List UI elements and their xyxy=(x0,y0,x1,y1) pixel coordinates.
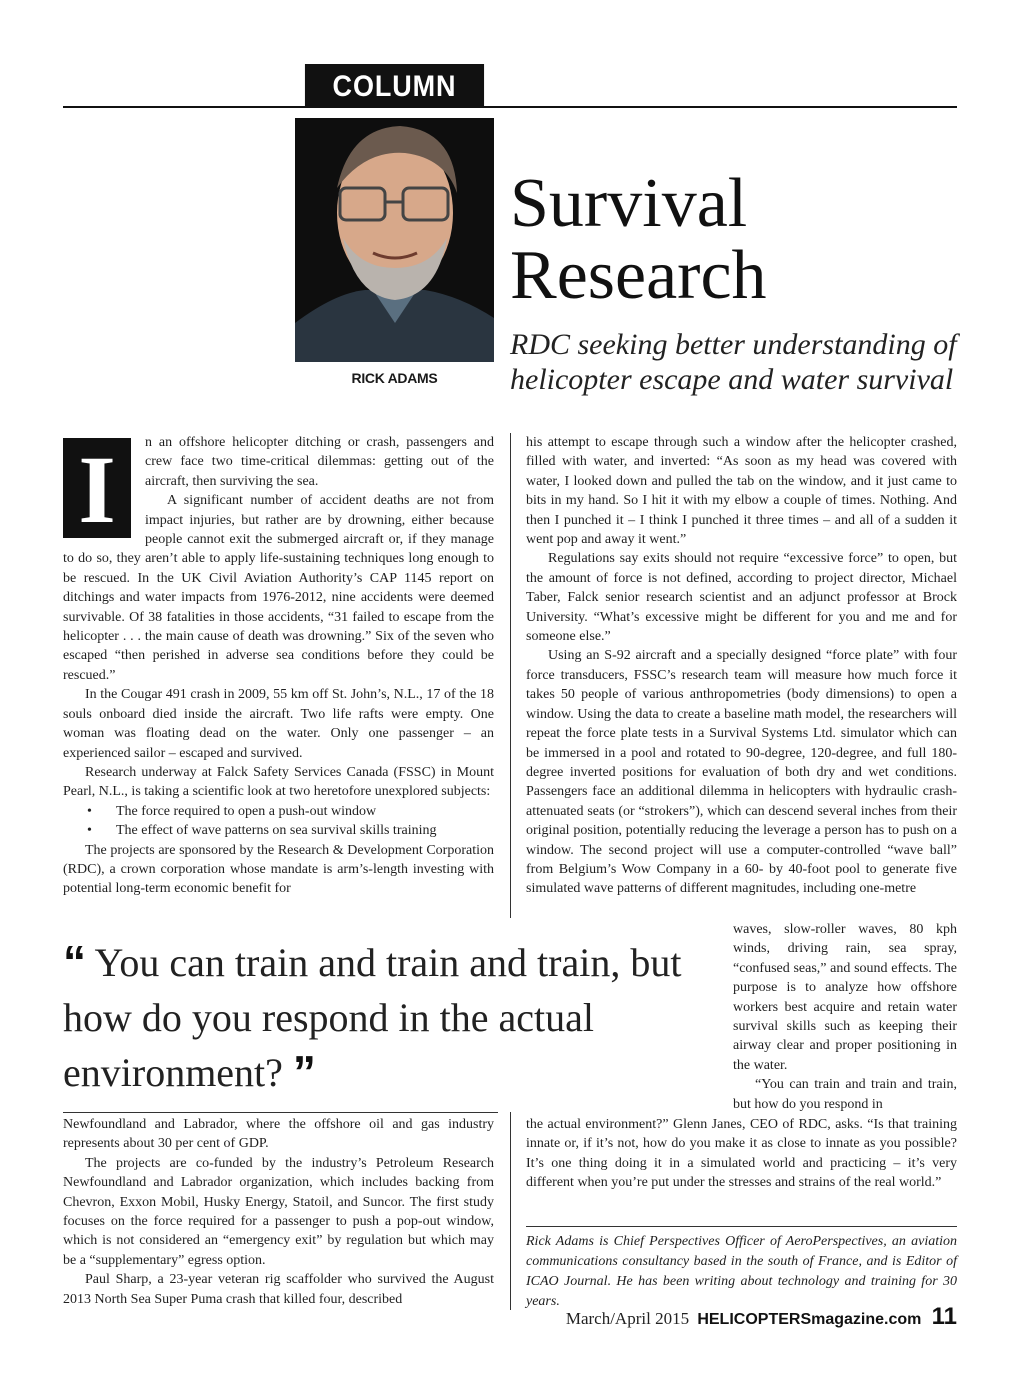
paragraph: his attempt to escape through such a window after the helicopter crashed, filled with water, and inverted: “As soon as my head was covered with water, I looked down and pulled the tab on the window, and it just came to bits in my hand. So I hit it with my elbow a couple of times. Nothing. And then I punched it – I think I punched it three times – and all of a sudden it went pop and away it went.” xyxy=(526,435,957,548)
deck-line: helicopter escape and water survival xyxy=(510,363,954,396)
title-line: Survival xyxy=(510,165,748,242)
column-right-wrap xyxy=(733,920,957,1114)
paragraph: Newfoundland and Labrador, where the offshore oil and gas industry represents about 30 per cent of GDP. xyxy=(63,1117,494,1152)
close-quote-icon: ” xyxy=(292,1046,316,1098)
column-left-bottom xyxy=(63,1115,494,1309)
column-divider xyxy=(510,1112,511,1310)
pull-quote-text: You can train and train and train, but how do you respond in the actual environment? xyxy=(63,940,682,1095)
column-right-top xyxy=(526,433,957,899)
paragraph: In the Cougar 491 crash in 2009, 55 km off St. John’s, N.L., 17 of the 18 souls onboard died inside the aircraft. Two life rafts were empty. One woman was floating dead on the water. Only one passenger – an experienced sailor – escaped and survived. xyxy=(63,687,494,761)
paragraph: Research underway at Falck Safety Services Canada (FSSC) in Mount Pearl, N.L., is taking a scientific look at two heretofore unexplored subjects: xyxy=(63,764,494,800)
section-rule xyxy=(63,1112,498,1113)
paragraph: Using an S-92 aircraft and a specially designed “force plate” with four force transducers, FSSC’s research team will measure how much force it takes 50 people of various anthropometries (body dimensions) to open a window. Using the data to create a baseline math model, the researchers will repeat the force plate tests in a Survival Systems Ltd. simulator which can be immersed in a pool and rotated to 90-degree, 120-degree, and full 180-degree inverted positions for evaluation of both dry and wet conditions. Passengers face an additional dilemma in helicopters with hydraulic crash-attenuated seats (or “strokers”), which can descend several inches from their original position, potentially reducing the leverage a person has to push on a window. The second project will use a computer-controlled “wave ball” from Belgium’s Wow Company in a 60- by 40-foot pool to generate five simulated wave patterns of different magnitudes, including one-metre xyxy=(526,648,957,897)
page-number: 11 xyxy=(931,1303,957,1330)
bio-rule xyxy=(526,1226,957,1227)
deck-line: RDC seeking better understanding of xyxy=(510,328,957,361)
paragraph: waves, slow-roller waves, 80 kph winds, driving rain, sea spray, “confused seas,” and sound effects. The purpose is to analyze how offshore workers best acquire and retain water survival skills such as keeping their airway clear and proper positioning in the water. xyxy=(733,922,957,1073)
page-footer xyxy=(566,1303,957,1331)
issue-date: March/April 2015 xyxy=(565,1309,690,1328)
section-label: COLUMN xyxy=(305,64,484,107)
paragraph: Paul Sharp, a 23-year veteran rig scaffolder who survived the August 2013 North Sea Super Puma crash that killed four, described xyxy=(63,1272,494,1307)
pull-quote xyxy=(63,935,723,1100)
paragraph: A significant number of accident deaths are not from impact injuries, but rather are by drowning, either because people cannot exit the submerged aircraft or, if they manage to do so, they aren’t able to apply life-sustaining techniques long enough to be rescued. In the UK Civil Aviation Authority’s CAP 1145 report on ditchings and water impacts from 1976-2012, nine accidents were deemed survivable. Of 38 fatalities in those accidents, “31 failed to escape from the helicopter . . . the main cause of death was drowning.” Six of the seven who escaped “then perished in adverse sea conditions before they could be rescued.” xyxy=(63,493,494,683)
title-line: Research xyxy=(510,237,767,314)
column-right-bottom xyxy=(526,1115,957,1193)
author-photo xyxy=(295,118,494,362)
column-divider xyxy=(510,433,511,918)
bullet-item: • The force required to open a push-out window xyxy=(87,803,377,819)
magazine-site: HELICOPTERSmagazine.com xyxy=(697,1311,922,1328)
paragraph: n an offshore helicopter ditching or crash, passengers and crew face two time-critical dilemmas: getting out of the aircraft, then surviving the sea. xyxy=(145,435,494,489)
drop-cap: I xyxy=(63,438,131,538)
paragraph: the actual environment?” Glenn Janes, CEO of RDC, asks. “Is that training innate or, if it’s not, how do you make it as close to innate as you possible? It’s one thing doing it in a simulated world and practicing – it’s very different when you’re put under the stresses and strains of the real world.” xyxy=(526,1117,957,1191)
author-bio: Rick Adams is Chief Perspectives Officer of AeroPerspectives, an aviation communications consultancy based in the south of France, and is Editor of ICAO Journal. He has been writing about technology and training for 30 years. xyxy=(526,1234,957,1309)
paragraph: “You can train and train and train, but how do you respond in xyxy=(733,1077,957,1112)
paragraph: The projects are sponsored by the Research & Development Corporation (RDC), a crown corporation whose mandate is arm’s-length investing with potential long-term economic benefit for xyxy=(63,842,494,897)
column-left-top xyxy=(63,433,494,899)
article-deck xyxy=(510,327,970,397)
paragraph: Regulations say exits should not require “excessive force” to open, but the amount of force is not defined, according to project director, Michael Taber, Falck senior research scientist and an adjunct professor at Brock University. “What’s excessive might be different for you and me and for someone else.” xyxy=(526,551,957,645)
open-quote-icon: “ xyxy=(63,936,86,988)
bullet-list xyxy=(63,802,494,841)
article-title xyxy=(510,165,767,314)
header-rule xyxy=(63,106,957,108)
paragraph: The projects are co-funded by the industry’s Petroleum Research Newfoundland and Labrador organization, which includes backing from Chevron, Exxon Mobil, Husky Energy, Statoil, and Suncor. The first study focuses on the force required for a passenger to push a pop-out window, which is not considered an “emergency exit” by regulation but which may be a “supplementary” egress option. xyxy=(63,1155,494,1268)
author-byline: RICK ADAMS xyxy=(351,370,438,386)
bullet-item: • The effect of wave patterns on sea survival skills training xyxy=(87,823,437,839)
